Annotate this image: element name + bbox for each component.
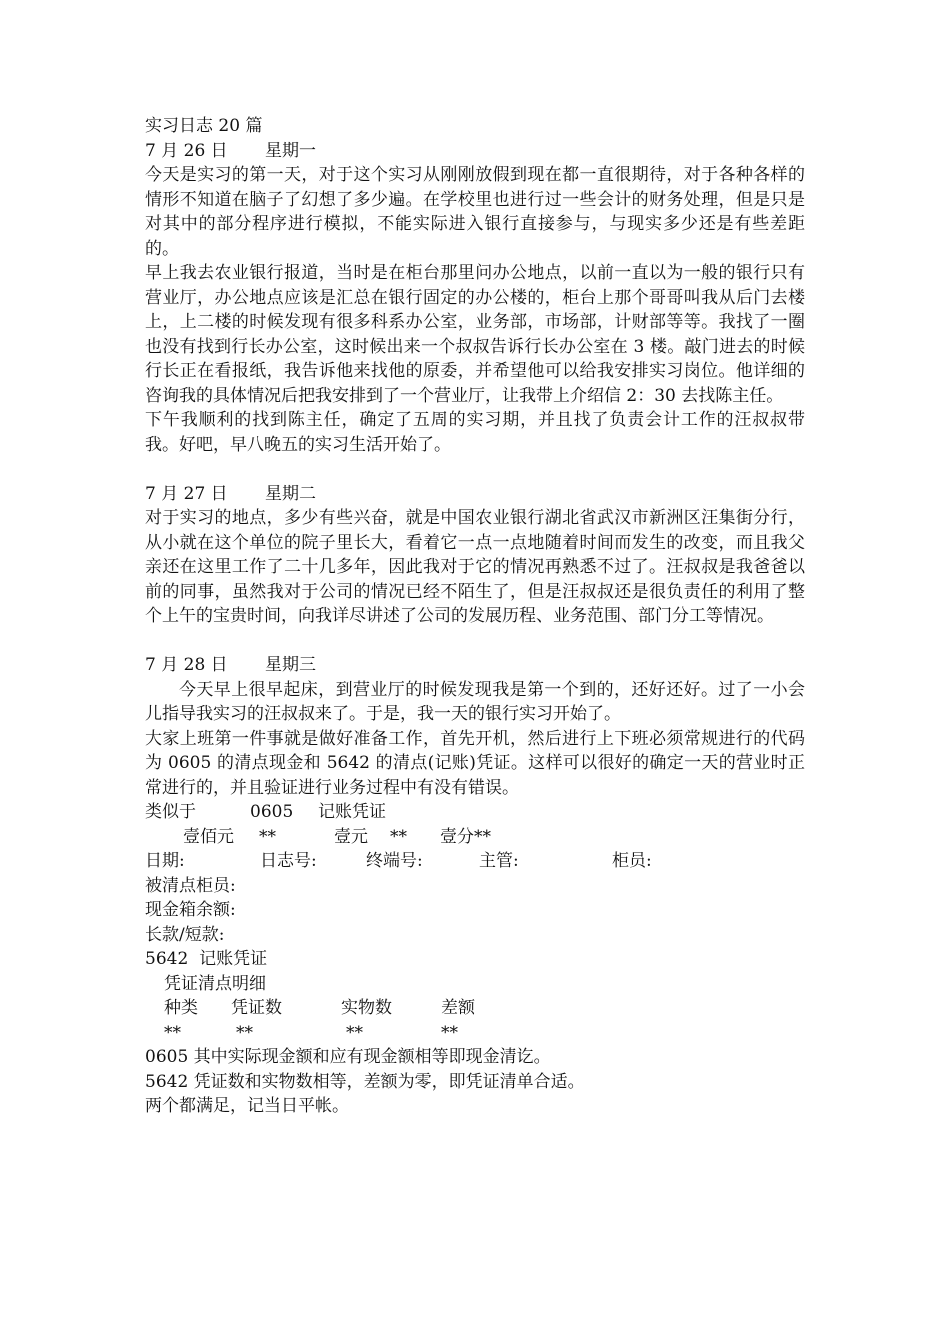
voucher-field-label: 日志号: xyxy=(260,851,317,871)
voucher-line xyxy=(145,825,805,850)
voucher-code: 0605 xyxy=(250,802,294,822)
voucher-line xyxy=(145,849,805,874)
table-cell: ** xyxy=(346,1022,363,1043)
voucher-field-label: 日期: xyxy=(145,851,185,871)
conclusion-line: 两个都满足，记当日平帐。 xyxy=(145,1096,349,1116)
doc-title: 实习日志 20 篇 xyxy=(145,116,263,136)
conclusion-line: 0605 其中实际现金额和应有现金额相等即现金清讫。 xyxy=(145,1047,551,1067)
conclusion-line: 5642 凭证数和实物数相等，差额为零，即凭证清单合适。 xyxy=(145,1071,585,1092)
day3-heading xyxy=(145,653,805,678)
spacer xyxy=(145,457,805,482)
table-header-cell: 凭证数 xyxy=(231,998,282,1018)
day3-paragraph: 今天早上很早起床，到营业厅的时候发现我是第一个到的，还好还好。过了一小会儿指导我实习的汪叔叔来了。于是，我一天的银行实习开始了。 xyxy=(145,679,805,724)
day1-paragraph: 早上我去农业银行报道，当时是在柜台那里问办公地点，以前一直以为一般的银行只有营业厅，办公地点应该是汇总在银行固定的办公楼的，柜台上那个哥哥叫我从后门去楼上，上二楼的时候发现有很多科系办公室，业务部，市场部，计财部等等。我找了一圈也没有找到行长办公室，这时候出来一个叔叔告诉行长办公室在 3 楼。敲门进去的时候行长正在看报纸，我告诉他来找他的原委，并希望他可以给我安排实习岗位。他详细的咨询我的具体情况后把我安排到了一个营业厅，让我带上介绍信 2：30 去找陈主任。 xyxy=(145,263,805,406)
voucher-table-row xyxy=(145,1021,805,1046)
document-body xyxy=(145,114,805,1119)
day2-paragraph: 对于实习的地点，多少有些兴奋，就是中国农业银行湖北省武汉市新洲区汪集街分行，从小就在这个单位的院子里长大，看着它一点一点地随着时间而发生的改变，而且我父亲还在这里工作了二十几多年，因此我对于它的情况再熟悉不过了。汪叔叔是我爸爸以前的同事，虽然我对于公司的情况已经不陌生了，但是汪叔叔还是很负责任的利用了整个上午的宝贵时间，向我详尽讲述了公司的发展历程、业务范围、部门分工等情况。 xyxy=(145,508,805,626)
voucher-field-label: 现金箱余额: xyxy=(145,900,236,920)
voucher-text: 壹元 xyxy=(334,826,368,847)
table-header-cell: 种类 xyxy=(164,998,198,1018)
voucher-title: 5642 记账凭证 xyxy=(145,949,268,969)
day2-heading xyxy=(145,482,805,507)
spacer xyxy=(145,629,805,654)
voucher-field-label: 主管: xyxy=(479,851,519,871)
voucher-text: 记账凭证 xyxy=(318,802,386,822)
day1-paragraph: 今天是实习的第一天，对于这个实习从刚刚放假到现在都一直很期待，对于各种各样的情形不知道在脑子了幻想了多少遍。在学校里也进行过一些会计的财务处理，但是只是对其中的部分程序进行模拟，不能实际进入银行直接参与，与现实多少还是有些差距的。 xyxy=(145,165,805,259)
day1-weekday: 星期一 xyxy=(265,140,316,161)
voucher-table-header xyxy=(145,996,805,1021)
voucher-value: ** xyxy=(390,826,407,847)
voucher-value: ** xyxy=(259,826,276,847)
table-header-cell: 实物数 xyxy=(341,998,392,1018)
day1-date: 7 月 26 日 xyxy=(145,140,228,161)
voucher-field-label: 被清点柜员: xyxy=(145,875,236,896)
table-cell: ** xyxy=(164,1022,181,1043)
voucher-subtitle: 凭证清点明细 xyxy=(164,973,266,994)
day2-date: 7 月 27 日 xyxy=(145,483,228,504)
day1-heading xyxy=(145,139,805,164)
table-cell: ** xyxy=(236,1022,253,1043)
day3-weekday: 星期三 xyxy=(265,655,316,675)
voucher-field-label: 柜员: xyxy=(612,851,652,871)
table-cell: ** xyxy=(441,1022,458,1043)
day3-paragraph: 大家上班第一件事就是做好准备工作，首先开机，然后进行上下班必须常规进行的代码为 0605 的清点现金和 5642 的清点(记账)凭证。这样可以很好的确定一天的营业时正常进行的，并且验证进行业务过程中有没有错误。 xyxy=(145,728,805,798)
voucher-text: 壹佰元 xyxy=(183,826,234,847)
voucher-text: 类似于 xyxy=(145,802,196,822)
day3-date: 7 月 28 日 xyxy=(145,655,228,675)
voucher-text: 壹分** xyxy=(440,826,491,847)
table-header-cell: 差额 xyxy=(441,998,475,1018)
voucher-field-label: 终端号: xyxy=(366,851,423,871)
day1-paragraph: 下午我顺利的找到陈主任，确定了五周的实习期，并且找了负责会计工作的汪叔叔带我。好吧，早八晚五的实习生活开始了。 xyxy=(145,410,805,455)
voucher-line xyxy=(145,800,805,825)
voucher-field-label: 长款/短款: xyxy=(145,924,225,945)
day2-weekday: 星期二 xyxy=(265,483,316,504)
